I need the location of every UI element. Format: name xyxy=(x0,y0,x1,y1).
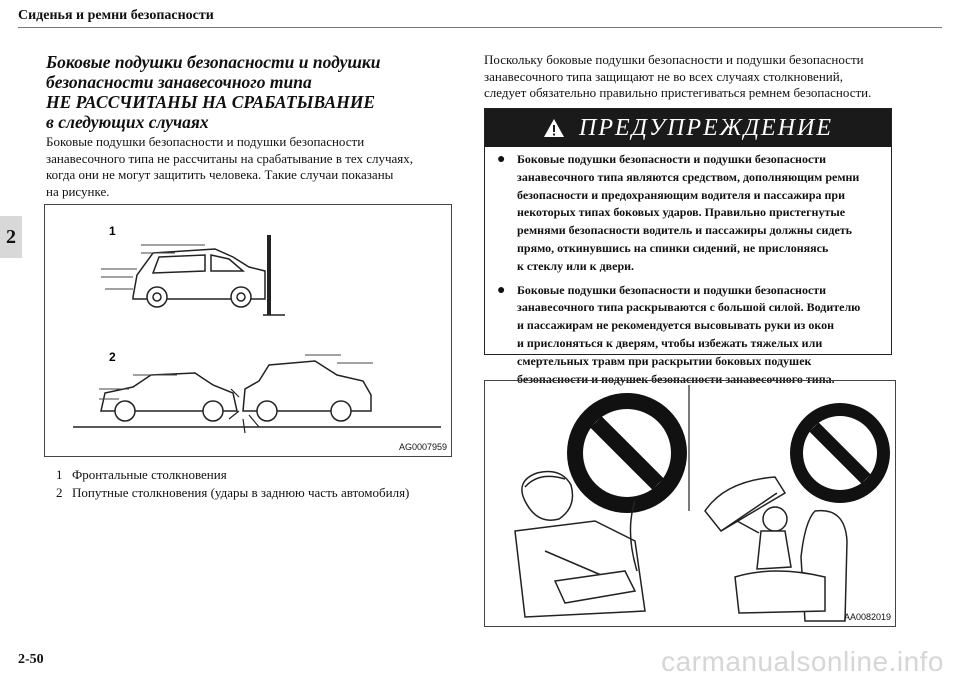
legend-text: Фронтальные столкновения xyxy=(72,467,227,482)
running-header: Сиденья и ремни безопасности xyxy=(18,8,214,23)
prohibited-sign-icon xyxy=(567,393,687,513)
section-heading xyxy=(46,52,466,132)
figure-label-2: 2 xyxy=(109,350,116,364)
legend-item xyxy=(56,484,409,502)
chapter-number: 2 xyxy=(6,226,16,248)
text-line: следует обязательно правильно пристегиваться ремнем безопасности. xyxy=(484,85,872,100)
heading-line: Боковые подушки безопасности и подушки xyxy=(46,52,381,72)
figure-legend xyxy=(56,466,409,502)
page-number: 2-50 xyxy=(18,652,44,667)
heading-line: в следующих случаях xyxy=(46,112,209,132)
legend-item xyxy=(56,466,409,484)
warning-line: смертельных травм при раскрытии боковых подушек xyxy=(517,353,812,368)
text-line: Поскольку боковые подушки безопасности и подушки безопасности xyxy=(484,52,864,67)
heading-line: НЕ РАССЧИТАНЫ НА СРАБАТЫВАНИЕ xyxy=(46,92,376,112)
warning-line: занавесочного типа раскрываются с большой силой. Водителю xyxy=(517,300,861,315)
right-intro-paragraph xyxy=(484,52,914,102)
watermark: carmanualsonline.info xyxy=(661,646,944,677)
rear-collision-rear-car-icon xyxy=(101,373,237,421)
bullet-icon: ● xyxy=(497,152,506,167)
bullet-icon: ● xyxy=(497,282,506,298)
legend-text: Попутные столкновения (удары в заднюю часть автомобиля) xyxy=(72,485,410,500)
figure-code: AG0007959 xyxy=(398,442,447,452)
warning-line: и прислоняться к дверям, чтобы избежать тяжелых или xyxy=(517,335,823,350)
legend-number: 2 xyxy=(56,485,63,500)
warning-line: и пассажирам не рекомендуется высовывать руки из окон xyxy=(517,318,835,333)
text-line: занавесочного типа не рассчитаны на срабатывание в тех случаях, xyxy=(46,150,414,166)
figure-label-1: 1 xyxy=(109,224,116,238)
warning-line: безопасности и подушек безопасности занавесочного типа. xyxy=(517,371,835,386)
prohibited-posture-figure xyxy=(484,380,896,627)
warning-triangle-icon xyxy=(543,118,565,138)
rear-collision-front-car-icon xyxy=(243,361,371,421)
warning-item xyxy=(497,282,879,389)
header-rule xyxy=(18,27,942,28)
chapter-tab xyxy=(0,216,22,258)
prohibited-posture-illustration xyxy=(485,381,895,626)
warning-item xyxy=(497,151,879,276)
text-line: Боковые подушки безопасности и подушки безопасности xyxy=(46,134,365,149)
warning-box xyxy=(484,108,892,386)
warning-body xyxy=(485,147,891,388)
warning-line: Боковые подушки безопасности и подушки безопасности xyxy=(517,282,827,297)
warning-line: ремнями безопасности водитель и пассажиры должны сидеть xyxy=(517,223,853,238)
warning-line: прямо, откинувшись на спинки сидений, не прислоняясь xyxy=(517,240,829,255)
figure-code: AA0082019 xyxy=(843,612,891,622)
warning-line: занавесочного типа являются средством, дополняющим ремни xyxy=(517,169,860,184)
warning-line: Боковые подушки безопасности и подушки безопасности xyxy=(517,152,827,166)
prohibited-sign-icon xyxy=(790,403,890,503)
text-line: занавесочного типа защищают не во всех случаях столкновений, xyxy=(484,68,843,84)
warning-header xyxy=(485,109,891,147)
warning-title: ПРЕДУПРЕЖДЕНИЕ xyxy=(579,114,833,141)
text-line: на рисунке. xyxy=(46,183,110,199)
warning-line: к стеклу или к двери. xyxy=(517,258,635,273)
text-line: когда они не могут защитить человека. Такие случаи показаны xyxy=(46,167,394,182)
warning-line: безопасности и предохраняющим водителя и пассажира при xyxy=(517,187,846,202)
left-intro-paragraph xyxy=(46,134,456,200)
front-collision-car-icon xyxy=(133,249,265,307)
wall-icon xyxy=(263,235,285,315)
legend-number: 1 xyxy=(56,467,63,482)
collision-figure xyxy=(44,204,452,457)
collision-illustration xyxy=(45,205,451,456)
warning-line: некоторых типах боковых ударов. Правильно пристегнутые xyxy=(517,205,846,220)
heading-line: безопасности занавесочного типа xyxy=(46,72,312,92)
